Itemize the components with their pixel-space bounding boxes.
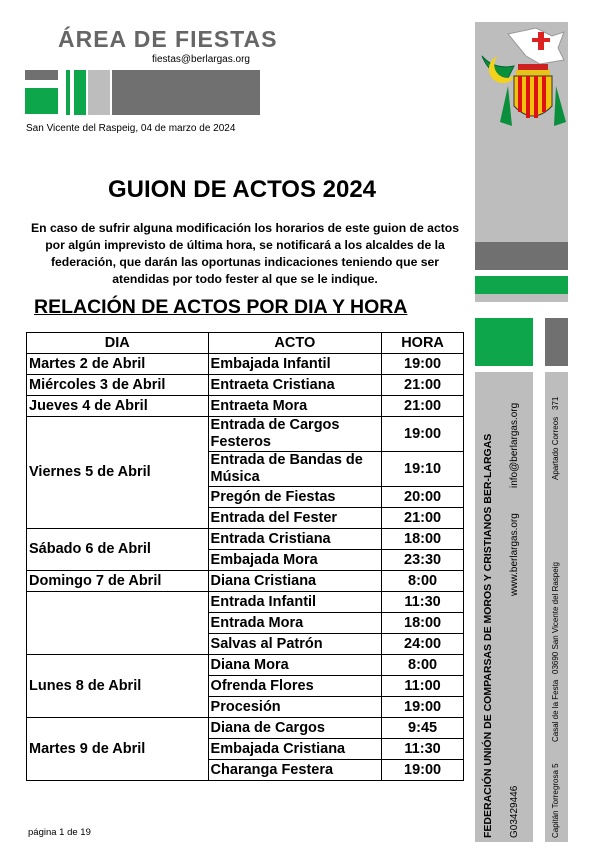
table-row [27, 718, 464, 739]
table-row [27, 375, 464, 396]
table-header-row [27, 333, 464, 354]
table-row [27, 655, 464, 676]
cell-hora: 21:00 [382, 396, 464, 417]
cell-dia: Martes 9 de Abril [27, 718, 209, 781]
page-number: página 1 de 19 [28, 827, 91, 838]
cell-acto: Diana Cristiana [208, 571, 382, 592]
cell-dia: Viernes 5 de Abril [27, 417, 209, 529]
cell-dia: Sábado 6 de Abril [27, 529, 209, 571]
schedule-table [26, 332, 464, 781]
cell-acto: Entrada del Fester [208, 508, 382, 529]
sidebar-address-apartado: Apartado Correos [551, 416, 560, 480]
cell-acto: Charanga Festera [208, 760, 382, 781]
cell-acto: Entrada de Cargos Festeros [208, 417, 382, 452]
cell-acto: Embajada Infantil [208, 354, 382, 375]
cell-dia: Miércoles 3 de Abril [27, 375, 209, 396]
sidebar-address-street: Capitán Torregrosa 5 [551, 763, 560, 838]
header-email: fiestas@berlargas.org [152, 54, 250, 65]
header-hora: HORA [382, 333, 464, 354]
cell-dia: Jueves 4 de Abril [27, 396, 209, 417]
cell-dia: Lunes 8 de Abril [27, 655, 209, 718]
cell-hora: 9:45 [382, 718, 464, 739]
table-row [27, 529, 464, 550]
sidebar-address-number: 371 [551, 396, 560, 410]
cell-hora: 19:00 [382, 760, 464, 781]
table-row [27, 396, 464, 417]
cell-hora: 8:00 [382, 571, 464, 592]
table-row [27, 592, 464, 613]
header-acto: ACTO [208, 333, 382, 354]
cell-hora: 20:00 [382, 487, 464, 508]
document-date: San Vicente del Raspeig, 04 de marzo de 2024 [26, 123, 236, 134]
cell-hora: 19:00 [382, 417, 464, 452]
table-row [27, 417, 464, 452]
header-dia: DIA [27, 333, 209, 354]
cell-dia: Martes 2 de Abril [27, 354, 209, 375]
cell-acto: Entrada Infantil [208, 592, 382, 613]
cell-hora: 11:30 [382, 592, 464, 613]
cell-acto: Pregón de Fiestas [208, 487, 382, 508]
cell-hora: 11:30 [382, 739, 464, 760]
table-row [27, 571, 464, 592]
cell-acto: Diana Mora [208, 655, 382, 676]
cell-dia [27, 592, 209, 655]
cell-hora: 19:00 [382, 697, 464, 718]
cell-acto: Entraeta Cristiana [208, 375, 382, 396]
cell-dia: Domingo 7 de Abril [27, 571, 209, 592]
cell-hora: 18:00 [382, 529, 464, 550]
area-title: ÁREA DE FIESTAS [58, 26, 278, 52]
cell-hora: 8:00 [382, 655, 464, 676]
sidebar-federation-name: FEDERACIÓN UNIÓN DE COMPARSAS DE MOROS Y CRISTIANOS BER-LARGAS [482, 433, 494, 838]
cell-hora: 18:00 [382, 613, 464, 634]
cell-hora: 21:00 [382, 375, 464, 396]
sidebar-cif: G03429446 [509, 785, 520, 838]
sidebar-address-casal: Casal de la Festa [551, 679, 560, 742]
schedule-subtitle: RELACIÓN DE ACTOS POR DIA Y HORA [34, 296, 408, 318]
sidebar-web: www.berlargas.org [509, 513, 520, 596]
cell-hora: 19:00 [382, 354, 464, 375]
cell-hora: 23:30 [382, 550, 464, 571]
federation-crest-icon [478, 26, 568, 136]
cell-hora: 11:00 [382, 676, 464, 697]
cell-acto: Salvas al Patrón [208, 634, 382, 655]
cell-hora: 24:00 [382, 634, 464, 655]
cell-hora: 21:00 [382, 508, 464, 529]
intro-paragraph: En caso de sufrir alguna modificación los horarios de este guion de actos por algún imprevisto de última hora, se notificará a los alcaldes de la federación, que darán las oportunas indicaciones teniendo que ser atendidas por todo fester al que se le indique. [30, 221, 459, 286]
sidebar-info-email: info@berlargas.org [509, 402, 520, 488]
page-title: GUION DE ACTOS 2024 [107, 176, 377, 203]
cell-acto: Diana de Cargos [208, 718, 382, 739]
cell-acto: Entrada Cristiana [208, 529, 382, 550]
cell-acto: Entrada Mora [208, 613, 382, 634]
cell-acto: Embajada Cristiana [208, 739, 382, 760]
cell-hora: 19:10 [382, 452, 464, 487]
cell-acto: Entrada de Bandas de Música [208, 452, 382, 487]
cell-acto: Ofrenda Flores [208, 676, 382, 697]
cell-acto: Embajada Mora [208, 550, 382, 571]
sidebar-address-city: 03690 San Vicente del Raspeig [551, 562, 560, 674]
cell-acto: Procesión [208, 697, 382, 718]
table-row [27, 354, 464, 375]
cell-acto: Entraeta Mora [208, 396, 382, 417]
